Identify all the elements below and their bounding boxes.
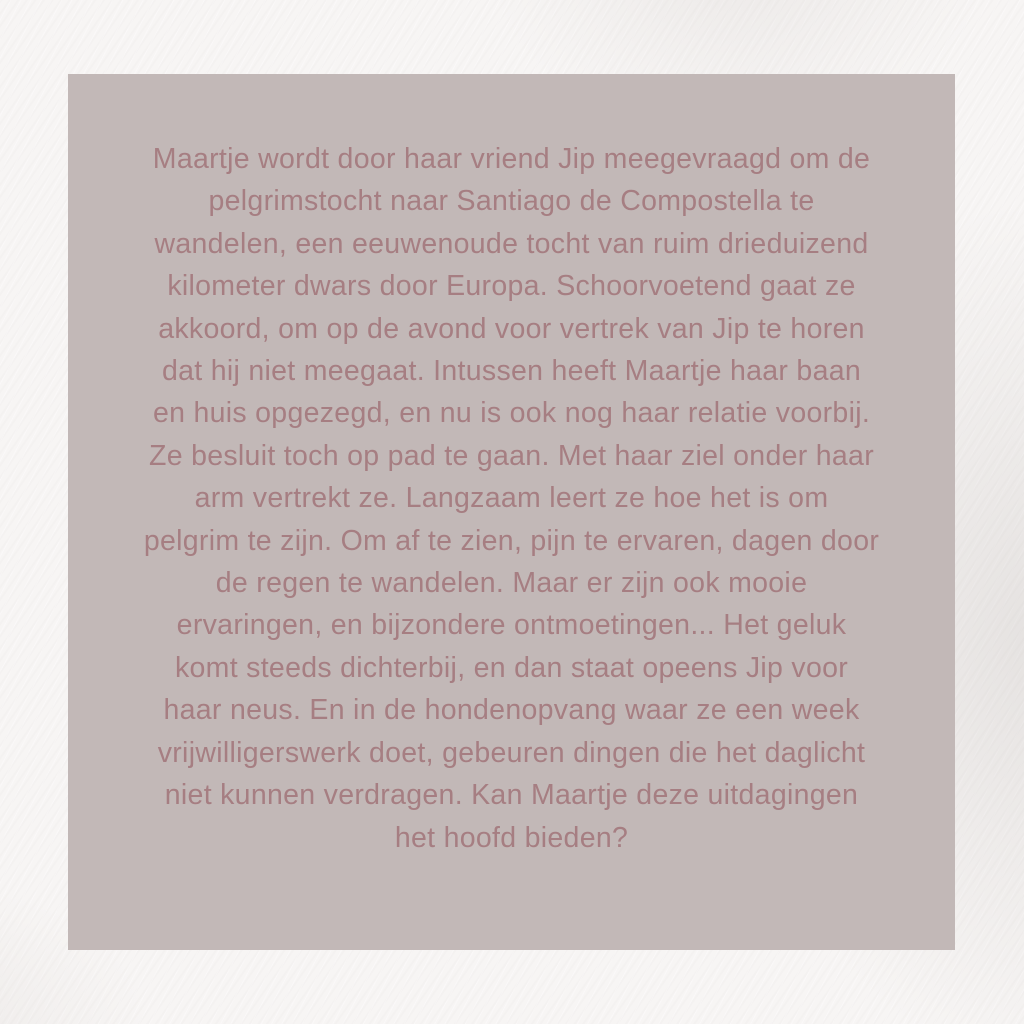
blurb-line: en huis opgezegd, en nu is ook nog haar relatie voorbij.	[152, 397, 871, 430]
blurb-line: ervaringen, en bijzondere ontmoetingen... Het geluk	[176, 609, 847, 642]
blurb-line: arm vertrekt ze. Langzaam leert ze hoe het is om	[194, 482, 829, 515]
blurb-line: akkoord, om op de avond voor vertrek van Jip te horen	[158, 312, 865, 345]
blurb-line: niet kunnen verdragen. Kan Maartje deze uitdagingen	[164, 779, 859, 812]
book-blurb-text	[97, 138, 927, 859]
blurb-line: vrijwilligerswerk doet, gebeuren dingen die het daglicht	[157, 736, 866, 769]
blurb-line: het hoofd bieden?	[394, 821, 629, 854]
blurb-line: Ze besluit toch op pad te gaan. Met haar ziel onder haar	[149, 439, 874, 472]
blurb-line: pelgrim te zijn. Om af te zien, pijn te ervaren, dagen door	[143, 524, 880, 557]
blurb-line: komt steeds dichterbij, en dan staat opeens Jip voor	[174, 651, 849, 684]
blurb-line: wandelen, een eeuwenoude tocht van ruim drieduizend	[154, 227, 869, 260]
blurb-line: pelgrimstocht naar Santiago de Compostella te	[208, 185, 815, 218]
blurb-line: dat hij niet meegaat. Intussen heeft Maartje haar baan	[161, 355, 862, 388]
blurb-line: haar neus. En in de hondenopvang waar ze een week	[163, 694, 860, 727]
book-blurb-card	[68, 74, 955, 950]
blurb-line: kilometer dwars door Europa. Schoorvoetend gaat ze	[167, 270, 856, 303]
blurb-line: de regen te wandelen. Maar er zijn ook mooie	[215, 567, 808, 600]
blurb-line: Maartje wordt door haar vriend Jip meegevraagd om de	[152, 143, 871, 175]
